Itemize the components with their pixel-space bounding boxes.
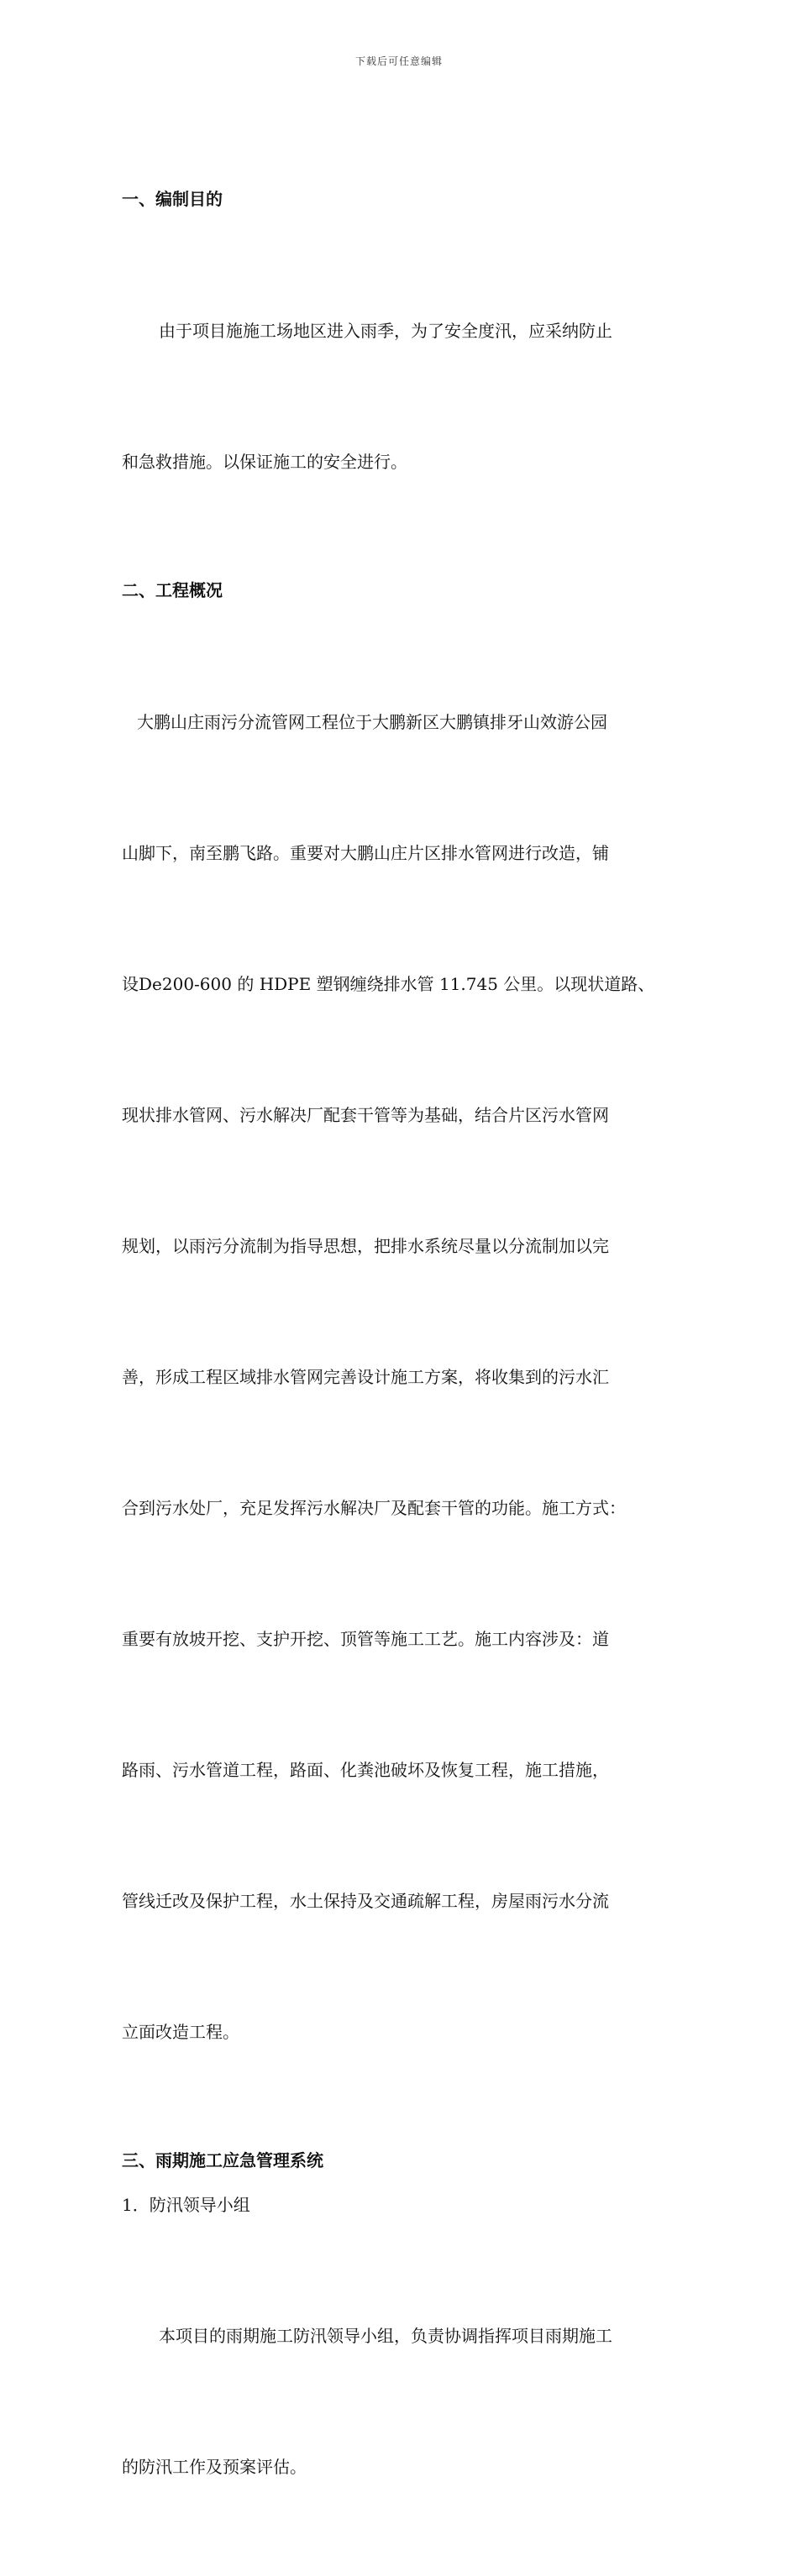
paragraph-line: 和急救措施。以保证施工的安全进行。	[122, 452, 407, 472]
paragraph-line: 管线迁改及保护工程，水土保持及交通疏解工程，房屋雨污水分流	[122, 1891, 609, 1911]
paragraph-line: 路雨、污水管道工程，路面、化粪池破坏及恢复工程，施工措施，	[122, 1760, 609, 1780]
paragraph-line: 规划，以雨污分流制为指导思想，把排水系统尽量以分流制加以完	[122, 1236, 609, 1256]
paragraph-line: 大鹏山庄雨污分流管网工程位于大鹏新区大鹏镇排牙山效游公园	[137, 712, 607, 732]
paragraph-line: 山脚下，南至鹏飞路。重要对大鹏山庄片区排水管网进行改造，铺	[122, 843, 609, 863]
paragraph-line: 由于项目施施工场地区进入雨季，为了安全度汛，应采纳防止	[159, 321, 612, 341]
paragraph-line: 的防汛工作及预案评估。	[122, 2457, 307, 2477]
subsection-heading-1: 1．防汛领导小组	[122, 2195, 250, 2215]
paragraph-line: 设De200-600 的 HDPE 塑钢缠绕排水管 11.745 公里。以现状道路、	[122, 974, 655, 994]
section-1-paragraph	[122, 222, 701, 571]
section-heading-2: 二、工程概况	[122, 580, 223, 600]
header-note: 下载后可任意编辑	[354, 55, 443, 67]
subsection-1-paragraph	[122, 2227, 701, 2576]
paragraph-line: 立面改造工程。	[122, 2022, 239, 2042]
paragraph-line: 本项目的雨期施工防汛领导小组，负责协调指挥项目雨期施工	[159, 2326, 612, 2346]
paragraph-line: 善，形成工程区域排水管网完善设计施工方案，将收集到的污水汇	[122, 1367, 609, 1387]
section-heading-3: 三、雨期施工应急管理系统	[122, 2150, 323, 2170]
paragraph-line: 现状排水管网、污水解决厂配套干管等为基础，结合片区污水管网	[122, 1105, 609, 1125]
paragraph-line: 合到污水处厂，充足发挥污水解决厂及配套干管的功能。施工方式：	[122, 1498, 626, 1518]
paragraph-line: 重要有放坡开挖、支护开挖、顶管等施工工艺。施工内容涉及：道	[122, 1629, 609, 1649]
document-body	[122, 183, 701, 2576]
section-2-paragraph	[122, 613, 701, 2141]
section-heading-1: 一、编制目的	[122, 189, 223, 209]
